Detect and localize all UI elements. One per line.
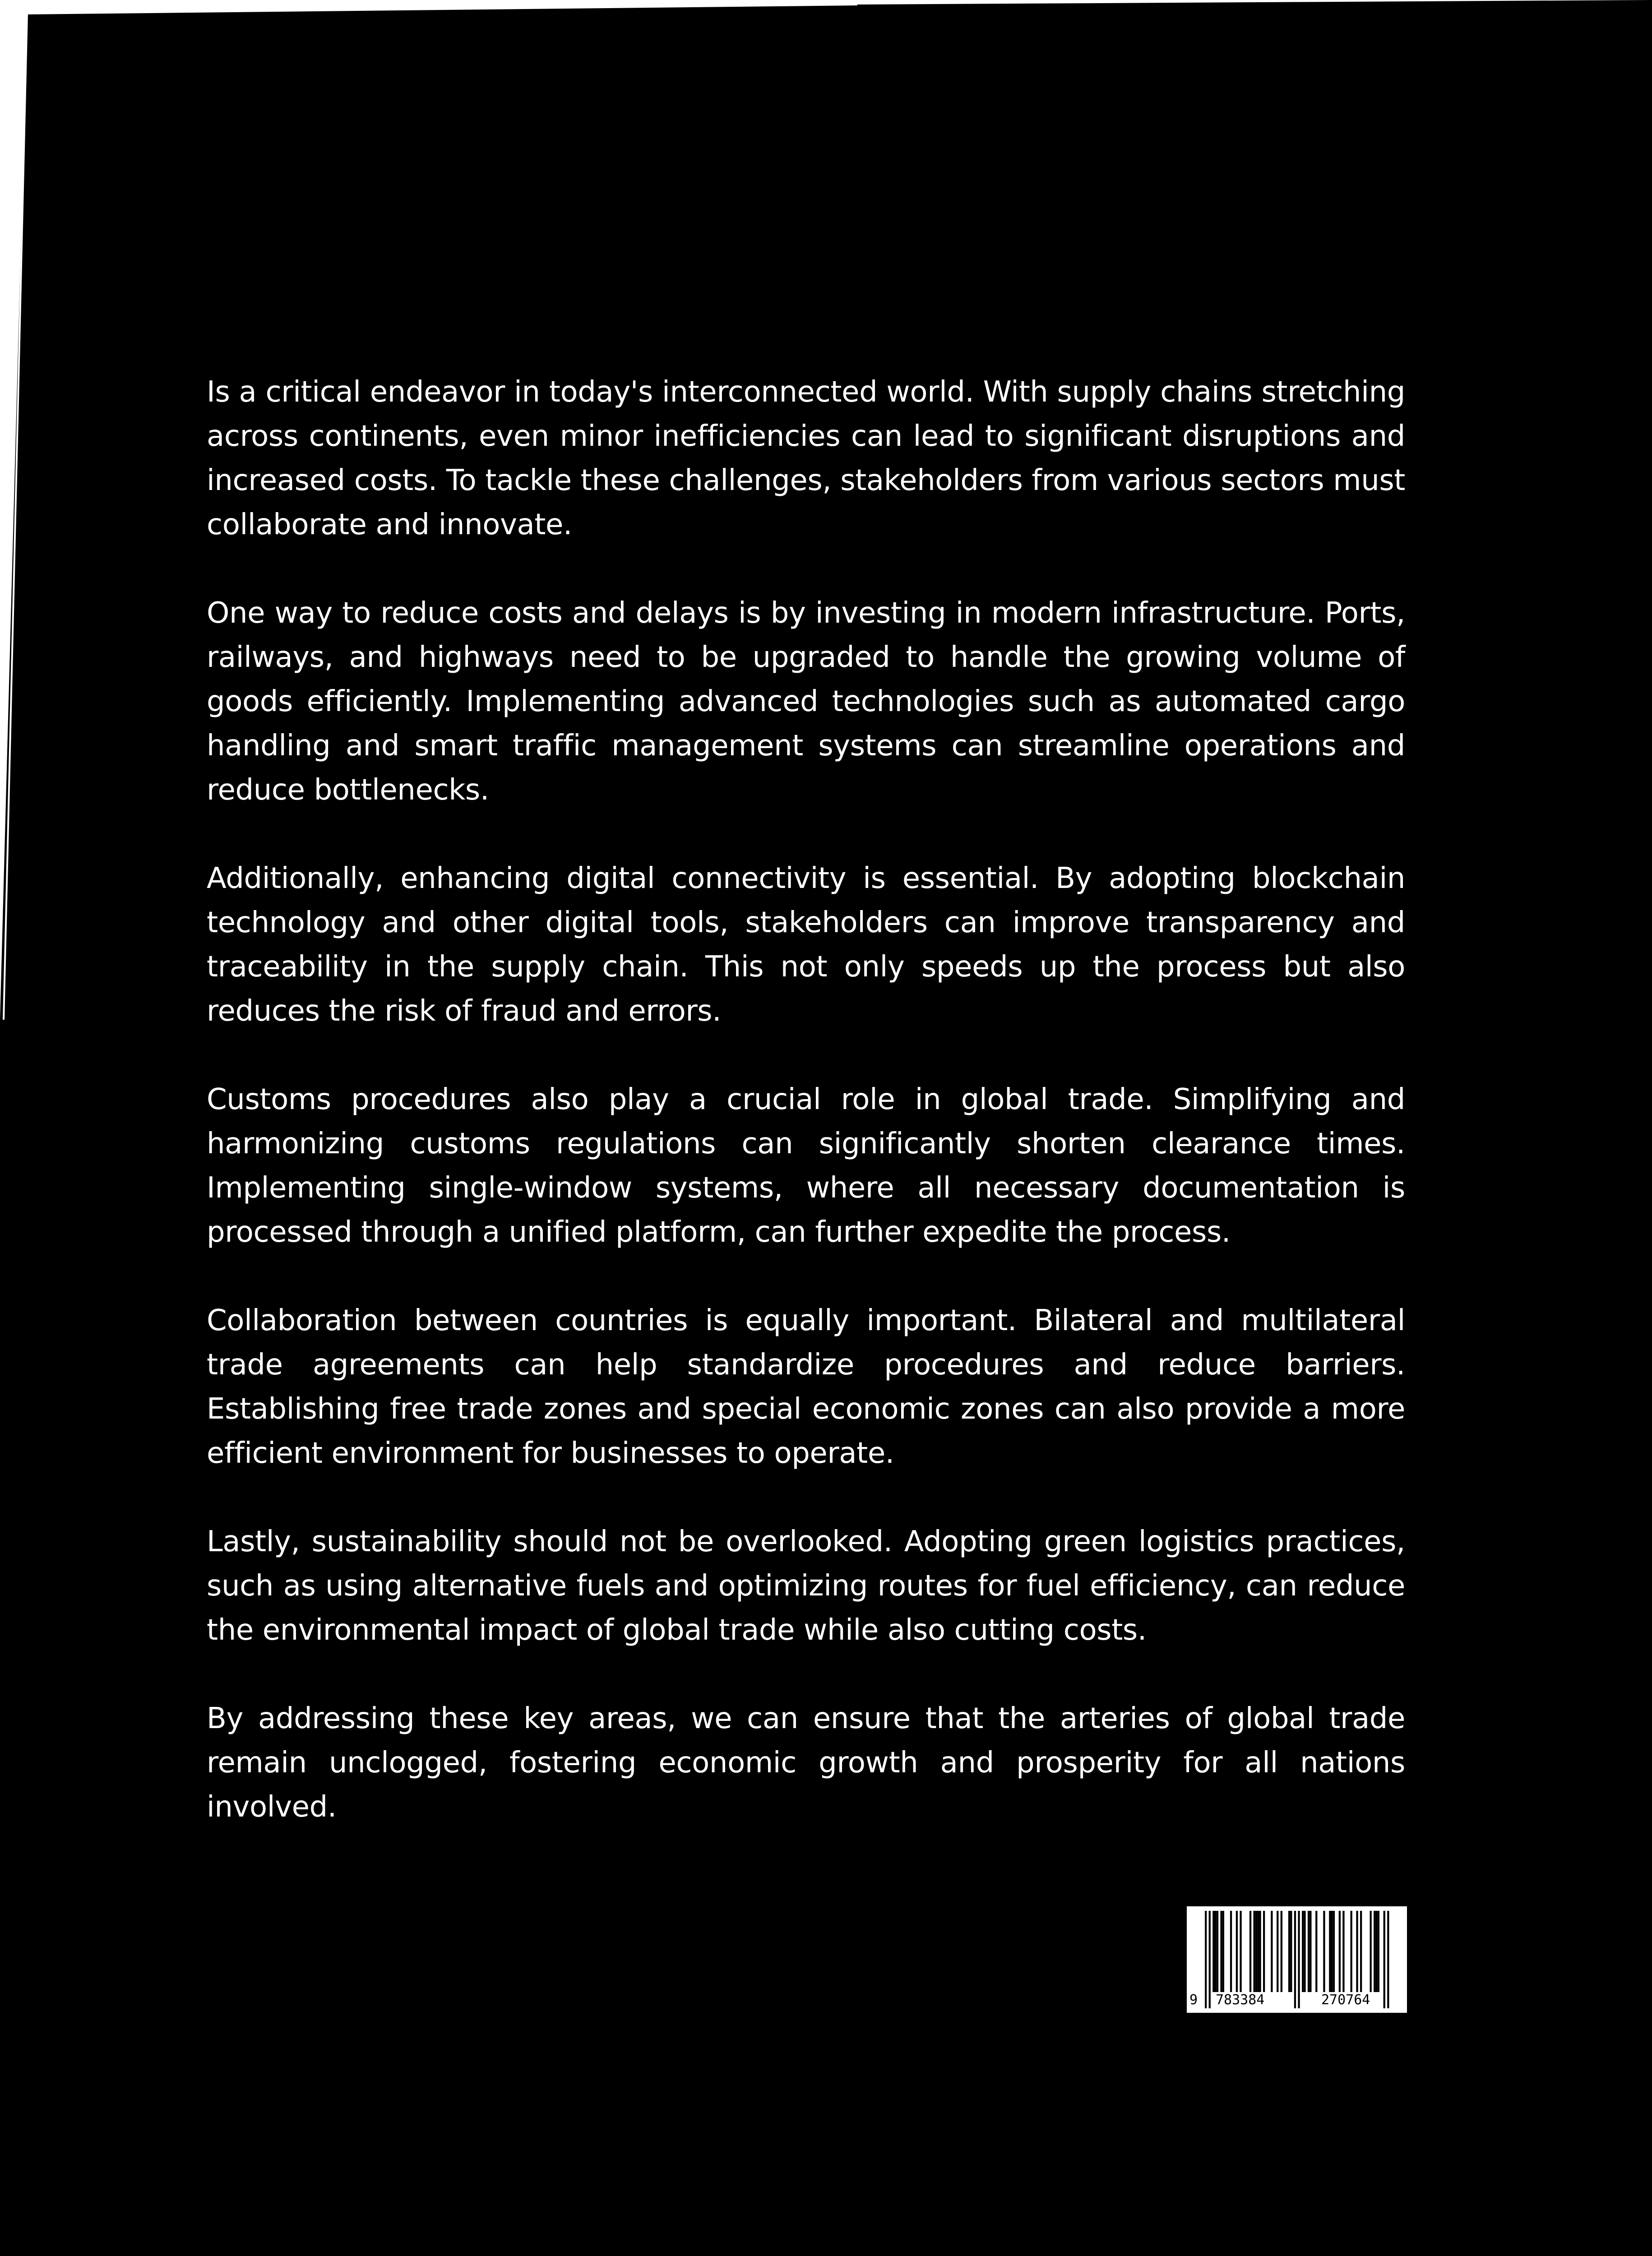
barcode-bar [1217,1911,1218,1992]
paragraph-conclusion: By addressing these key areas, we can ensure that the arteries of global trade remain unclogged, fostering economic growth and prosperity for all nations involved. [207,1702,1405,1824]
barcode-bar [1215,1911,1217,1992]
barcode-bar [1339,1911,1341,1992]
barcode-bar [1378,1911,1379,1992]
barcode-bar [1220,1911,1222,1992]
barcode-bar [1374,1911,1375,1992]
barcode-bar [1222,1911,1224,1992]
barcode-bar [1310,1911,1311,1992]
barcode-bar [1271,1911,1273,1992]
barcode-bar [1302,1911,1304,1992]
barcode-bar [1329,1911,1331,1992]
barcode-bar [1351,1911,1352,1992]
barcode-lead-digit: 9 [1189,1992,1198,2008]
barcode-bar [1315,1911,1317,1992]
barcode-bar [1323,1911,1325,1992]
barcode-bar [1308,1911,1310,1992]
barcode-bar [1230,1911,1232,1992]
barcode-bar [1304,1911,1305,1992]
barcode-bar [1263,1911,1265,1992]
barcode-bar [1281,1911,1282,1992]
barcode-bar [1236,1911,1238,1992]
barcode-right-group: 270764 [1321,1992,1370,2008]
barcode-bar [1277,1911,1278,1992]
barcode-bar [1288,1911,1290,1992]
paragraph-sustainability: Lastly, sustainability should not be overlooked. Adopting green logistics practices, such as using alternative fuels and optimizing routes for fuel efficiency, can reduce the environmental impact of global trade while also cutting costs. [207,1525,1405,1647]
barcode-digits [1187,1992,1407,2010]
barcode-bar [1254,1911,1255,1992]
paragraph-infrastructure: One way to reduce costs and delays is by investing in modern infrastructure. Ports, railways, and highways need to be upgraded to handle the growing volume of goods efficiently. Implementing advanced technologies such as automated cargo handling and smart traffic management systems can streamline operations and reduce bottlenecks. [207,596,1405,807]
barcode-bar [1356,1911,1358,1992]
barcode-bar [1249,1911,1251,1992]
barcode-bar [1333,1911,1335,1992]
barcode-bar [1290,1911,1292,1992]
back-cover-text [207,370,1405,1829]
paragraph-digital-connectivity: Additionally, enhancing digital connectivity is essential. By adopting blockchain technology and other digital tools, stakeholders can improve transparency and traceability in the supply chain. This not only speeds up the process but also reduces the risk of fraud and errors. [207,862,1405,1028]
barcode-bar [1342,1911,1344,1992]
isbn-barcode [1187,1906,1407,2013]
paragraph-collaboration: Collaboration between countries is equally important. Bilateral and multilateral trade agreements can help standardize procedures and reduce barriers. Establishing free trade zones and special economic zones can also provide a more efficient environment for businesses to operate. [207,1304,1405,1470]
barcode-bar [1240,1911,1241,1992]
barcode-bar [1360,1911,1362,1992]
barcode-bar [1331,1911,1333,1992]
paragraph-intro: Is a critical endeavor in today's interconnected world. With supply chains stretching across continents, even minor inefficiencies can lead to significant disruptions and increased costs. To tackle these challenges, stakeholders from various sectors must collaborate and innovate. [207,375,1405,541]
barcode-bar [1212,1911,1214,1992]
barcode-bar [1259,1911,1261,1992]
paragraph-customs: Customs procedures also play a crucial role in global trade. Simplifying and harmonizing customs regulations can significantly shorten clearance times. Implementing single-window systems, where all necessary documentation is processed through a unified platform, can further expedite the process. [207,1083,1405,1249]
barcode-bar [1375,1911,1377,1992]
barcode-bar [1257,1911,1259,1992]
barcode-bar [1255,1911,1257,1992]
barcode-left-group: 783384 [1216,1992,1265,2008]
barcode-bar [1370,1911,1372,1992]
